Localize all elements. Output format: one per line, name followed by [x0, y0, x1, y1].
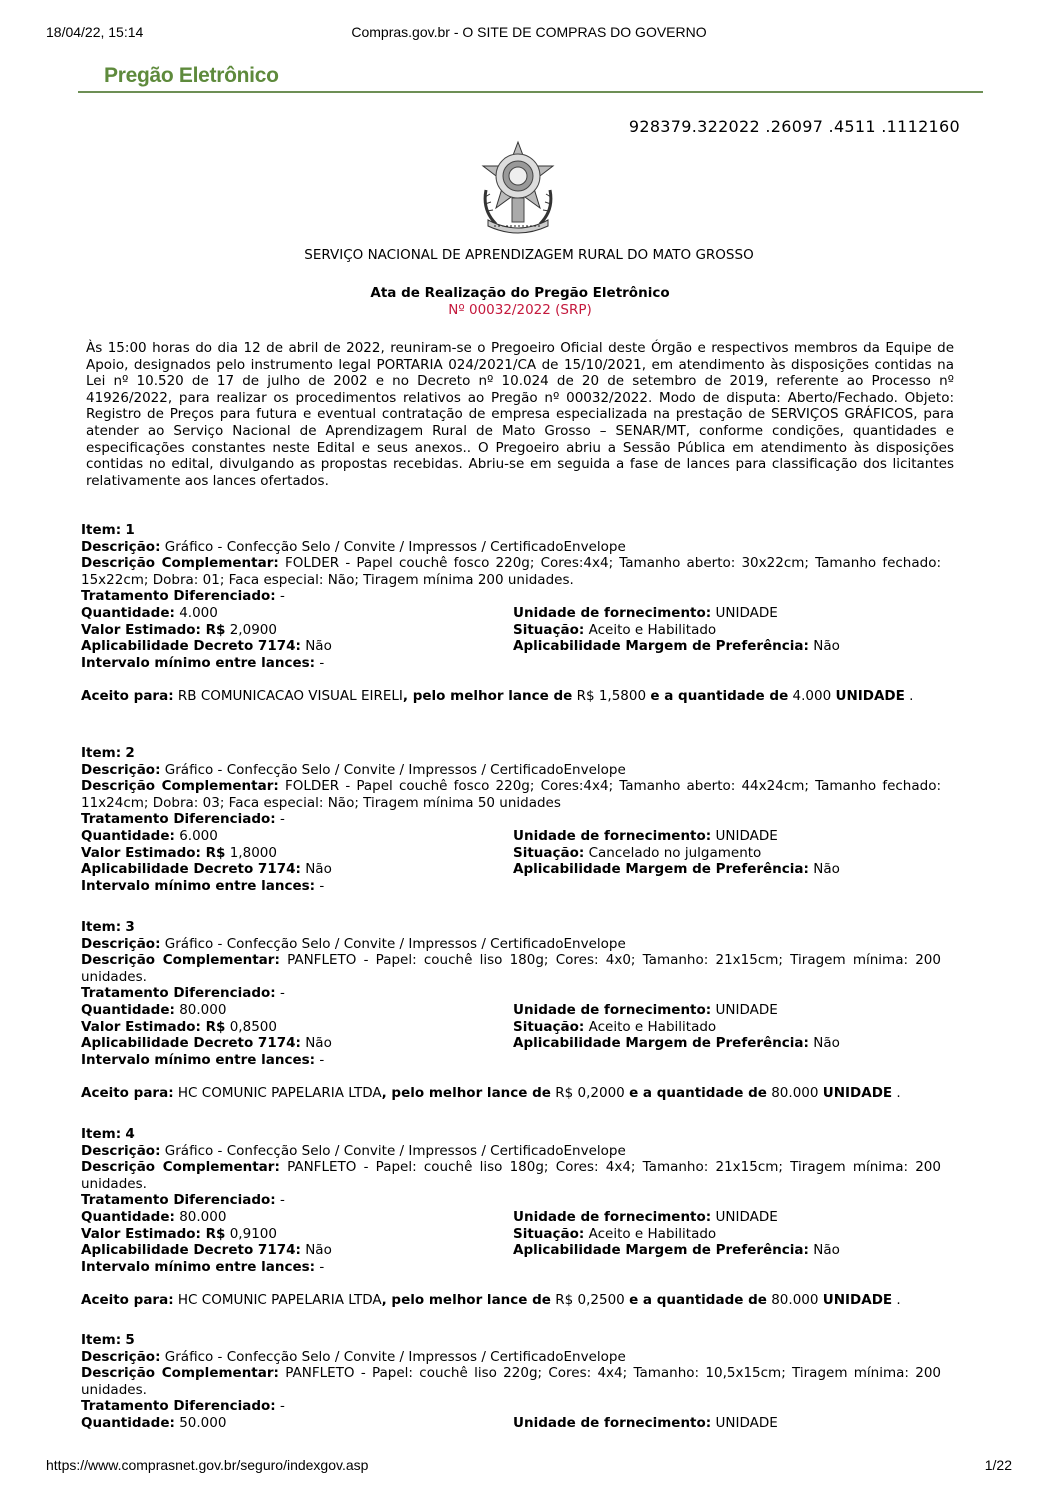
- item-block: [81, 1332, 941, 1432]
- quantidade-label: Quantidade:: [81, 827, 175, 844]
- margem-value: Não: [813, 861, 840, 878]
- page-brand-title: Pregão Eletrônico: [104, 64, 279, 87]
- situacao-value: Aceito e Habilitado: [588, 1225, 717, 1242]
- descricao-value: Gráfico - Confecção Selo / Convite / Impressos / CertificadoEnvelope: [164, 1142, 626, 1159]
- tratamento-value: -: [279, 985, 285, 1002]
- tratamento-value: -: [279, 1192, 285, 1209]
- decreto-value: Não: [305, 638, 332, 655]
- quantidade-label: Quantidade:: [81, 1414, 175, 1431]
- aceito-unidade: UNIDADE: [822, 1084, 893, 1101]
- unidade-label: Unidade de fornecimento:: [513, 827, 712, 844]
- intervalo-value: -: [319, 1258, 325, 1275]
- descricao-label: Descrição:: [81, 1348, 161, 1365]
- margem-value: Não: [813, 638, 840, 655]
- item-label: Item:: [81, 522, 122, 538]
- brand-divider: [78, 91, 983, 93]
- unidade-value: UNIDADE: [715, 604, 778, 621]
- decreto-label: Aplicabilidade Decreto 7174:: [81, 861, 301, 878]
- melhor-label: , pelo melhor lance de: [381, 1291, 551, 1308]
- intervalo-label: Intervalo mínimo entre lances:: [81, 1051, 316, 1068]
- print-footer: [46, 1457, 1012, 1475]
- decreto-value: Não: [305, 1035, 332, 1052]
- quantidade-value: 6.000: [179, 827, 218, 844]
- situacao-label: Situação:: [513, 621, 585, 638]
- item-number: 2: [125, 745, 135, 761]
- valor-label: Valor Estimado: R$: [81, 1225, 226, 1242]
- valor-value: 2,0900: [229, 621, 277, 638]
- qtd-label: e a quantidade de: [650, 687, 789, 704]
- organization-name: SERVIÇO NACIONAL DE APRENDIZAGEM RURAL DO MATO GROSSO: [304, 247, 754, 263]
- item-block: [81, 522, 941, 705]
- unidade-label: Unidade de fornecimento:: [513, 604, 712, 621]
- document-code: 928379.322022 .26097 .4511 .1112160: [628, 117, 960, 136]
- item-label: Item:: [81, 1126, 122, 1142]
- item-label: Item:: [81, 745, 122, 761]
- margem-label: Aplicabilidade Margem de Preferência:: [513, 861, 809, 878]
- aceito-unidade: UNIDADE: [835, 687, 905, 704]
- margem-value: Não: [813, 1242, 840, 1259]
- intervalo-label: Intervalo mínimo entre lances:: [81, 654, 316, 671]
- print-title: Compras.gov.br - O SITE DE COMPRAS DO GOVERNO: [351, 24, 707, 40]
- aceito-empresa: RB COMUNICACAO VISUAL EIRELI: [177, 687, 403, 704]
- tratamento-label: Tratamento Diferenciado:: [81, 1192, 276, 1209]
- melhor-label: , pelo melhor lance de: [381, 1084, 551, 1101]
- valor-label: Valor Estimado: R$: [81, 621, 226, 638]
- item-number: 1: [125, 522, 135, 538]
- unidade-label: Unidade de fornecimento:: [513, 1414, 712, 1431]
- margem-value: Não: [813, 1035, 840, 1052]
- unidade-value: UNIDADE: [715, 1208, 778, 1225]
- melhor-label: , pelo melhor lance de: [402, 687, 573, 704]
- descricao-value: Gráfico - Confecção Selo / Convite / Impressos / CertificadoEnvelope: [164, 1348, 626, 1365]
- aceito-label: Aceito para:: [81, 1291, 174, 1308]
- decreto-label: Aplicabilidade Decreto 7174:: [81, 638, 301, 655]
- quantidade-value: 80.000: [179, 1208, 227, 1225]
- accepted-line: Aceito para: HC COMUNIC PAPELARIA LTDA, pelo melhor lance de R$ 0,2000 e a quantidade de 80.000 UNIDADE .: [81, 1084, 901, 1101]
- aceito-label: Aceito para:: [81, 687, 174, 704]
- accepted-line: Aceito para: HC COMUNIC PAPELARIA LTDA, pelo melhor lance de R$ 0,2500 e a quantidade de 80.000 UNIDADE .: [81, 1291, 901, 1308]
- aceito-quantidade: 80.000: [771, 1084, 819, 1101]
- quantidade-label: Quantidade:: [81, 1208, 175, 1225]
- qtd-label: e a quantidade de: [629, 1291, 767, 1308]
- aceito-lance: R$ 0,2500: [555, 1291, 625, 1308]
- item-block: [81, 745, 941, 894]
- descricao-value: Gráfico - Confecção Selo / Convite / Impressos / CertificadoEnvelope: [164, 538, 626, 555]
- print-header: [46, 24, 1012, 42]
- situacao-label: Situação:: [513, 1225, 585, 1242]
- aceito-quantidade: 80.000: [771, 1291, 819, 1308]
- item-label: Item:: [81, 919, 122, 935]
- complementar-value: FOLDER - Papel couchê fosco 220g; Cores:4x4; Tamanho aberto: 44x24cm; Tamanho fechado: 11x24cm; Dobra: 03; Faca especial: Não; Tiragem mínima 50 unidades: [81, 778, 942, 811]
- tratamento-value: -: [279, 811, 285, 828]
- print-date: 18/04/22, 15:14: [46, 24, 144, 40]
- decreto-value: Não: [305, 1242, 332, 1259]
- page-number: 1/22: [984, 1457, 1012, 1473]
- quantidade-label: Quantidade:: [81, 1001, 175, 1018]
- complementar-label: Descrição Complementar:: [81, 778, 279, 795]
- item-block: [81, 1126, 941, 1309]
- situacao-value: Aceito e Habilitado: [588, 1018, 717, 1035]
- margem-label: Aplicabilidade Margem de Preferência:: [513, 638, 809, 655]
- decreto-label: Aplicabilidade Decreto 7174:: [81, 1242, 301, 1259]
- unidade-value: UNIDADE: [715, 1414, 778, 1431]
- situacao-value: Cancelado no julgamento: [588, 844, 762, 861]
- descricao-label: Descrição:: [81, 1142, 161, 1159]
- quantidade-value: 80.000: [179, 1001, 227, 1018]
- aceito-unidade: UNIDADE: [822, 1291, 893, 1308]
- unidade-label: Unidade de fornecimento:: [513, 1208, 712, 1225]
- quantidade-label: Quantidade:: [81, 604, 175, 621]
- quantidade-value: 4.000: [179, 604, 218, 621]
- valor-value: 0,8500: [229, 1018, 277, 1035]
- descricao-label: Descrição:: [81, 761, 161, 778]
- aceito-lance: R$ 0,2000: [555, 1084, 625, 1101]
- unidade-label: Unidade de fornecimento:: [513, 1001, 712, 1018]
- print-url[interactable]: https://www.comprasnet.gov.br/seguro/indexgov.asp: [46, 1457, 369, 1473]
- situacao-label: Situação:: [513, 844, 585, 861]
- ata-title: Ata de Realização do Pregão Eletrônico: [370, 285, 670, 301]
- tratamento-label: Tratamento Diferenciado:: [81, 1398, 276, 1415]
- decreto-label: Aplicabilidade Decreto 7174:: [81, 1035, 301, 1052]
- margem-label: Aplicabilidade Margem de Preferência:: [513, 1035, 809, 1052]
- item-label: Item:: [81, 1332, 122, 1348]
- descricao-value: Gráfico - Confecção Selo / Convite / Impressos / CertificadoEnvelope: [164, 761, 626, 778]
- unidade-value: UNIDADE: [715, 1001, 778, 1018]
- aceito-empresa: HC COMUNIC PAPELARIA LTDA: [177, 1084, 382, 1101]
- complementar-label: Descrição Complementar:: [81, 1365, 279, 1382]
- item-number: 3: [125, 919, 135, 935]
- aceito-lance: R$ 1,5800: [576, 687, 647, 704]
- item-number: 5: [125, 1332, 135, 1348]
- valor-label: Valor Estimado: R$: [81, 844, 226, 861]
- tratamento-label: Tratamento Diferenciado:: [81, 588, 276, 605]
- valor-value: 0,9100: [229, 1225, 277, 1242]
- complementar-label: Descrição Complementar:: [81, 1159, 280, 1176]
- intervalo-label: Intervalo mínimo entre lances:: [81, 1258, 316, 1275]
- coat-of-arms-icon: [476, 140, 560, 236]
- complementar-value: PANFLETO - Papel: couchê liso 180g; Cores: 4x0; Tamanho: 21x15cm; Tiragem mínima: 200 unidades.: [81, 952, 941, 985]
- complementar-value: FOLDER - Papel couchê fosco 220g; Cores:4x4; Tamanho aberto: 30x22cm; Tamanho fechado: 15x22cm; Dobra: 01; Faca especial: Não; Tiragem mínima 200 unidades.: [81, 555, 942, 588]
- aceito-quantidade: 4.000: [792, 687, 832, 704]
- intervalo-label: Intervalo mínimo entre lances:: [81, 877, 316, 894]
- valor-value: 1,8000: [229, 844, 277, 861]
- margem-label: Aplicabilidade Margem de Preferência:: [513, 1242, 809, 1259]
- descricao-label: Descrição:: [81, 935, 161, 952]
- descricao-value: Gráfico - Confecção Selo / Convite / Impressos / CertificadoEnvelope: [164, 935, 626, 952]
- item-number: 4: [125, 1126, 135, 1142]
- accepted-line: Aceito para: RB COMUNICACAO VISUAL EIRELI, pelo melhor lance de R$ 1,5800 e a quantidade de 4.000 UNIDADE .: [81, 687, 914, 704]
- intro-paragraph: Às 15:00 horas do dia 12 de abril de 2022, reuniram-se o Pregoeiro Oficial deste Órgão e respectivos membros da Equipe de Apoio, designados pelo instrumento legal PORTARIA 024/2021/CA de 15/10/2021, em atendimento às disposições contidas na Lei nº 10.520 de 17 de julho de 2002 e no Decreto nº 10.024 de 20 de setembro de 2019, referente ao Processo nº 41926/2022, para realizar os procedimentos relativos ao Pregão nº 00032/2022. Modo de disputa: Aberto/Fechado. Objeto: Registro de Preços para futura e eventual contratação de empresa especializada na prestação de SERVIÇOS GRÁFICOS, para atender ao Serviço Nacional de Aprendizagem Rural de Mato Grosso – SENAR/MT, conforme condições, quantidades e especificações constantes neste Edital e seus anexos.. O Pregoeiro abriu a Sessão Pública em atendimento às disposições contidas no edital, divulgando as propostas recebidas. Abriu-se em seguida a fase de lances para classificação dos licitantes relativamente aos lances ofertados.: [86, 340, 954, 489]
- ata-number: Nº 00032/2022 (SRP): [448, 302, 592, 318]
- qtd-label: e a quantidade de: [629, 1084, 767, 1101]
- quantidade-value: 50.000: [179, 1414, 227, 1431]
- descricao-label: Descrição:: [81, 538, 161, 555]
- aceito-empresa: HC COMUNIC PAPELARIA LTDA: [177, 1291, 382, 1308]
- tratamento-label: Tratamento Diferenciado:: [81, 985, 276, 1002]
- item-block: [81, 919, 941, 1102]
- situacao-label: Situação:: [513, 1018, 585, 1035]
- complementar-label: Descrição Complementar:: [81, 952, 280, 969]
- decreto-value: Não: [305, 861, 332, 878]
- situacao-value: Aceito e Habilitado: [588, 621, 717, 638]
- complementar-label: Descrição Complementar:: [81, 555, 279, 572]
- intervalo-value: -: [319, 654, 325, 671]
- tratamento-value: -: [279, 1398, 285, 1415]
- aceito-label: Aceito para:: [81, 1084, 174, 1101]
- tratamento-value: -: [279, 588, 285, 605]
- intervalo-value: -: [319, 1051, 325, 1068]
- intervalo-value: -: [319, 877, 325, 894]
- unidade-value: UNIDADE: [715, 827, 778, 844]
- complementar-value: PANFLETO - Papel: couchê liso 220g; Cores: 4x4; Tamanho: 10,5x15cm; Tiragem mínima: 200 unidades.: [81, 1365, 942, 1398]
- tratamento-label: Tratamento Diferenciado:: [81, 811, 276, 828]
- valor-label: Valor Estimado: R$: [81, 1018, 226, 1035]
- complementar-value: PANFLETO - Papel: couchê liso 180g; Cores: 4x4; Tamanho: 21x15cm; Tiragem mínima: 200 unidades.: [81, 1159, 941, 1192]
